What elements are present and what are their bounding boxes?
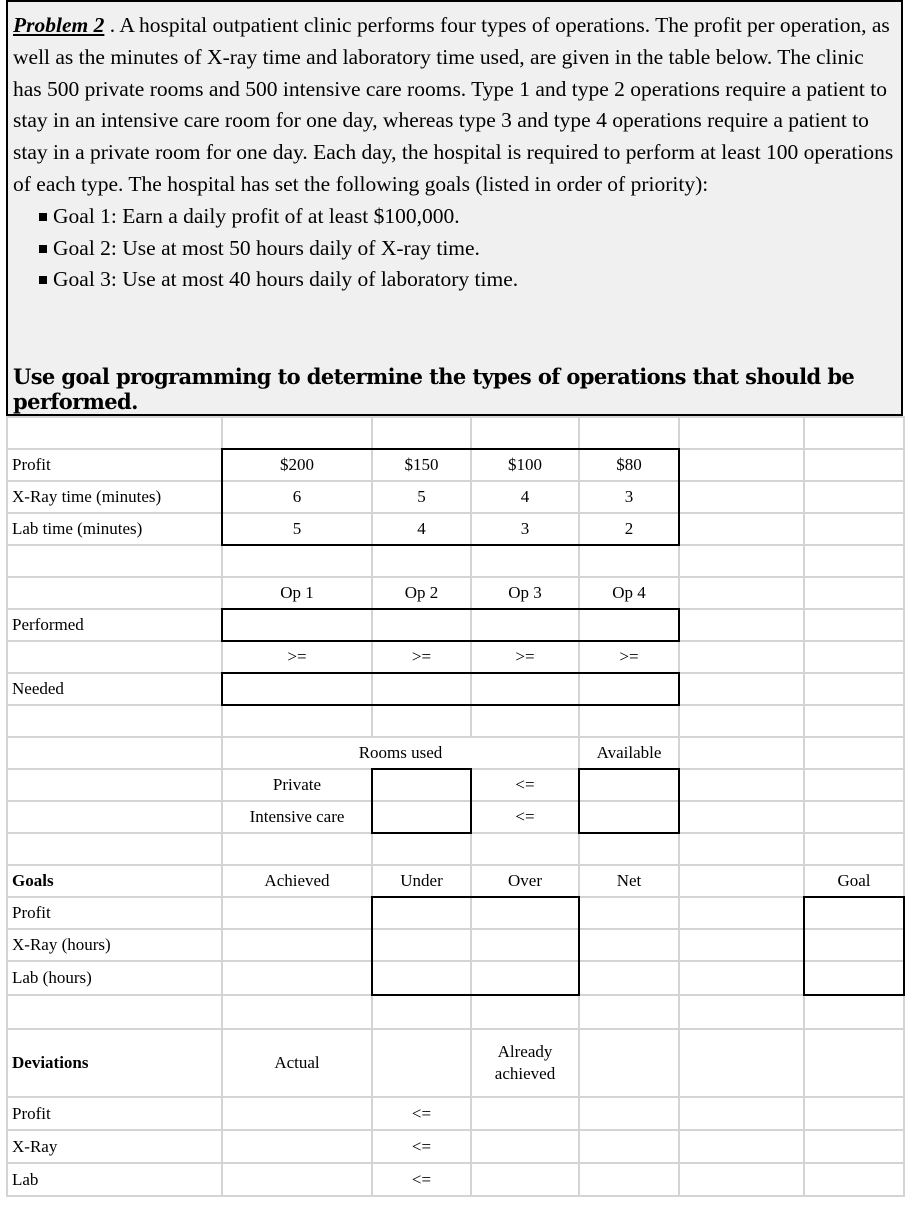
problem-title: Problem 2 [13,13,105,37]
cell-private[interactable]: Private [222,769,372,801]
empty-cell[interactable] [804,513,904,545]
empty-cell[interactable] [7,737,222,769]
empty-cell[interactable] [7,641,222,673]
cell-[interactable]: <= [372,1163,471,1196]
empty-cell[interactable] [679,865,804,897]
empty-cell[interactable] [222,673,372,705]
cell-3[interactable]: 3 [579,481,679,513]
empty-cell[interactable] [372,897,471,929]
cell-profit[interactable]: Profit [7,449,222,481]
empty-cell[interactable] [471,673,579,705]
empty-cell[interactable] [579,609,679,641]
cell-achieved[interactable]: Achieved [222,865,372,897]
empty-cell[interactable] [804,995,904,1029]
empty-cell[interactable] [804,417,904,449]
cell-lab[interactable]: Lab [7,1163,222,1196]
grid-row [7,1163,904,1196]
empty-cell[interactable] [372,1029,471,1097]
empty-cell[interactable] [372,609,471,641]
empty-cell[interactable] [222,417,372,449]
empty-cell[interactable] [222,705,372,737]
cell-profit[interactable]: Profit [7,897,222,929]
empty-cell[interactable] [679,833,804,865]
empty-cell[interactable] [579,1163,679,1196]
cell-op-2[interactable]: Op 2 [372,577,471,609]
empty-cell[interactable] [804,897,904,929]
empty-cell[interactable] [804,481,904,513]
empty-cell[interactable] [579,417,679,449]
empty-cell[interactable] [679,1029,804,1097]
empty-cell[interactable] [679,737,804,769]
empty-cell[interactable] [579,769,679,801]
grid-row [7,641,904,673]
empty-cell[interactable] [222,1097,372,1130]
empty-cell[interactable] [804,577,904,609]
empty-cell[interactable] [679,1163,804,1196]
empty-cell[interactable] [579,929,679,961]
empty-cell[interactable] [804,641,904,673]
grid-row [7,769,904,801]
task-instruction: Use goal programming to determine the types of operations that should be performed. [13,364,855,414]
cell-under[interactable]: Under [372,865,471,897]
empty-cell[interactable] [804,545,904,577]
empty-cell[interactable] [804,1029,904,1097]
empty-cell[interactable] [471,929,579,961]
empty-cell[interactable] [804,1163,904,1196]
grid-row [7,481,904,513]
grid-row [7,1029,904,1097]
empty-cell[interactable] [579,1029,679,1097]
cell-200[interactable]: $200 [222,449,372,481]
cell-x-ray[interactable]: X-Ray [7,1130,222,1163]
empty-cell[interactable] [579,897,679,929]
empty-cell[interactable] [679,929,804,961]
cell-[interactable]: >= [372,641,471,673]
grid-row [7,545,904,577]
empty-cell[interactable] [471,417,579,449]
empty-cell[interactable] [804,1130,904,1163]
empty-cell[interactable] [804,449,904,481]
empty-cell[interactable] [679,545,804,577]
empty-cell[interactable] [222,897,372,929]
cell-x-ray-time-minutes[interactable]: X-Ray time (minutes) [7,481,222,513]
empty-cell[interactable] [471,833,579,865]
empty-cell[interactable] [679,961,804,995]
empty-cell[interactable] [471,705,579,737]
empty-cell[interactable] [579,545,679,577]
cell-[interactable]: <= [372,1097,471,1130]
cell-actual[interactable]: Actual [222,1029,372,1097]
empty-cell[interactable] [679,897,804,929]
cell-op-4[interactable]: Op 4 [579,577,679,609]
empty-cell[interactable] [579,961,679,995]
cell-4[interactable]: 4 [372,513,471,545]
empty-cell[interactable] [804,833,904,865]
empty-cell[interactable] [471,545,579,577]
cell-5[interactable]: 5 [372,481,471,513]
empty-cell[interactable] [804,737,904,769]
cell-lab-hours[interactable]: Lab (hours) [7,961,222,995]
empty-cell[interactable] [579,1097,679,1130]
empty-cell[interactable] [579,801,679,833]
cell-goal[interactable]: Goal [804,865,904,897]
empty-cell[interactable] [471,1163,579,1196]
grid-row [7,897,904,929]
cell-op-3[interactable]: Op 3 [471,577,579,609]
empty-cell[interactable] [804,929,904,961]
empty-cell[interactable] [804,1097,904,1130]
goal-item: Goal 1: Earn a daily profit of at least $100,000. [39,201,897,233]
spreadsheet-grid [6,416,905,1197]
empty-cell[interactable] [679,801,804,833]
cell-op-1[interactable]: Op 1 [222,577,372,609]
empty-cell[interactable] [471,995,579,1029]
empty-cell[interactable] [372,961,471,995]
empty-cell[interactable] [222,833,372,865]
empty-cell[interactable] [804,609,904,641]
empty-cell[interactable] [679,481,804,513]
grid-row [7,1130,904,1163]
empty-cell[interactable] [579,833,679,865]
cell-6[interactable]: 6 [222,481,372,513]
empty-cell[interactable] [372,769,471,801]
problem-body: . A hospital outpatient clinic performs four types of operations. The profit per operation, as well as the minutes of X-ray time and laboratory time used, are given in the table below. The clinic has 500 private rooms and 500 intensive care rooms. Type 1 and type 2 operations require a patient to stay in an intensive care room for one day, whereas type 3 and type 4 operations require a patient to stay in a private room for one day. Each day, the hospital is required to perform at least 100 operations of each type. The hospital has set the following goals (listed in order of priority): [13,13,894,196]
empty-cell[interactable] [372,833,471,865]
empty-cell[interactable] [222,961,372,995]
empty-cell[interactable] [7,417,222,449]
cell-[interactable]: >= [471,641,579,673]
goal-item: Goal 3: Use at most 40 hours daily of laboratory time. [39,264,897,296]
empty-cell[interactable] [679,1130,804,1163]
cell-rooms-used[interactable]: Rooms used [222,737,579,769]
grid-row [7,929,904,961]
cell-2[interactable]: 2 [579,513,679,545]
empty-cell[interactable] [679,577,804,609]
cell-over[interactable]: Over [471,865,579,897]
grid-row [7,417,904,449]
cell-goals[interactable]: Goals [7,865,222,897]
empty-cell[interactable] [579,705,679,737]
cell-profit[interactable]: Profit [7,1097,222,1130]
cell-[interactable]: >= [222,641,372,673]
empty-cell[interactable] [372,995,471,1029]
empty-cell[interactable] [679,1097,804,1130]
empty-cell[interactable] [804,801,904,833]
cell-[interactable]: <= [471,769,579,801]
empty-cell[interactable] [679,705,804,737]
problem-statement [6,0,903,416]
grid-row [7,737,904,769]
empty-cell[interactable] [222,1130,372,1163]
empty-cell[interactable] [679,673,804,705]
empty-cell[interactable] [372,417,471,449]
grid-row [7,833,904,865]
cell-net[interactable]: Net [579,865,679,897]
empty-cell[interactable] [372,801,471,833]
empty-cell[interactable] [804,769,904,801]
empty-cell[interactable] [471,897,579,929]
empty-cell[interactable] [471,961,579,995]
cell-available[interactable]: Available [579,737,679,769]
empty-cell[interactable] [804,705,904,737]
empty-cell[interactable] [222,609,372,641]
empty-cell[interactable] [804,673,904,705]
empty-cell[interactable] [579,1130,679,1163]
empty-cell[interactable] [804,961,904,995]
empty-cell[interactable] [7,769,222,801]
empty-cell[interactable] [679,417,804,449]
empty-cell[interactable] [679,609,804,641]
cell-100[interactable]: $100 [471,449,579,481]
grid-row [7,705,904,737]
goal-item: Goal 2: Use at most 50 hours daily of X-ray time. [39,233,897,265]
grid-row [7,609,904,641]
empty-cell[interactable] [7,577,222,609]
grid-row [7,1097,904,1130]
empty-cell[interactable] [372,673,471,705]
empty-cell[interactable] [471,1130,579,1163]
cell-5[interactable]: 5 [222,513,372,545]
empty-cell[interactable] [222,995,372,1029]
empty-cell[interactable] [7,545,222,577]
empty-cell[interactable] [7,801,222,833]
grid-row [7,673,904,705]
empty-cell[interactable] [222,545,372,577]
cell-[interactable]: >= [579,641,679,673]
empty-cell[interactable] [579,673,679,705]
goals-list [13,201,897,296]
cell-x-ray-hours[interactable]: X-Ray (hours) [7,929,222,961]
empty-cell[interactable] [222,929,372,961]
empty-cell[interactable] [679,769,804,801]
cell-intensive-care[interactable]: Intensive care [222,801,372,833]
grid-row [7,995,904,1029]
empty-cell[interactable] [372,545,471,577]
cell-lab-time-minutes[interactable]: Lab time (minutes) [7,513,222,545]
empty-cell[interactable] [471,609,579,641]
empty-cell[interactable] [372,929,471,961]
empty-cell[interactable] [372,705,471,737]
cell-[interactable]: <= [471,801,579,833]
cell-[interactable]: <= [372,1130,471,1163]
empty-cell[interactable] [7,705,222,737]
cell-already-achieved[interactable]: Already achieved [471,1029,579,1097]
cell-3[interactable]: 3 [471,513,579,545]
cell-performed[interactable]: Performed [7,609,222,641]
grid-row [7,801,904,833]
empty-cell[interactable] [679,641,804,673]
cell-needed[interactable]: Needed [7,673,222,705]
empty-cell[interactable] [471,1097,579,1130]
empty-cell[interactable] [7,995,222,1029]
empty-cell[interactable] [679,449,804,481]
empty-cell[interactable] [579,995,679,1029]
cell-4[interactable]: 4 [471,481,579,513]
empty-cell[interactable] [679,995,804,1029]
grid-row [7,961,904,995]
empty-cell[interactable] [222,1163,372,1196]
grid-row [7,865,904,897]
empty-cell[interactable] [7,833,222,865]
cell-80[interactable]: $80 [579,449,679,481]
grid-row [7,577,904,609]
grid-row [7,513,904,545]
empty-cell[interactable] [679,513,804,545]
grid-row [7,449,904,481]
cell-deviations[interactable]: Deviations [7,1029,222,1097]
cell-150[interactable]: $150 [372,449,471,481]
